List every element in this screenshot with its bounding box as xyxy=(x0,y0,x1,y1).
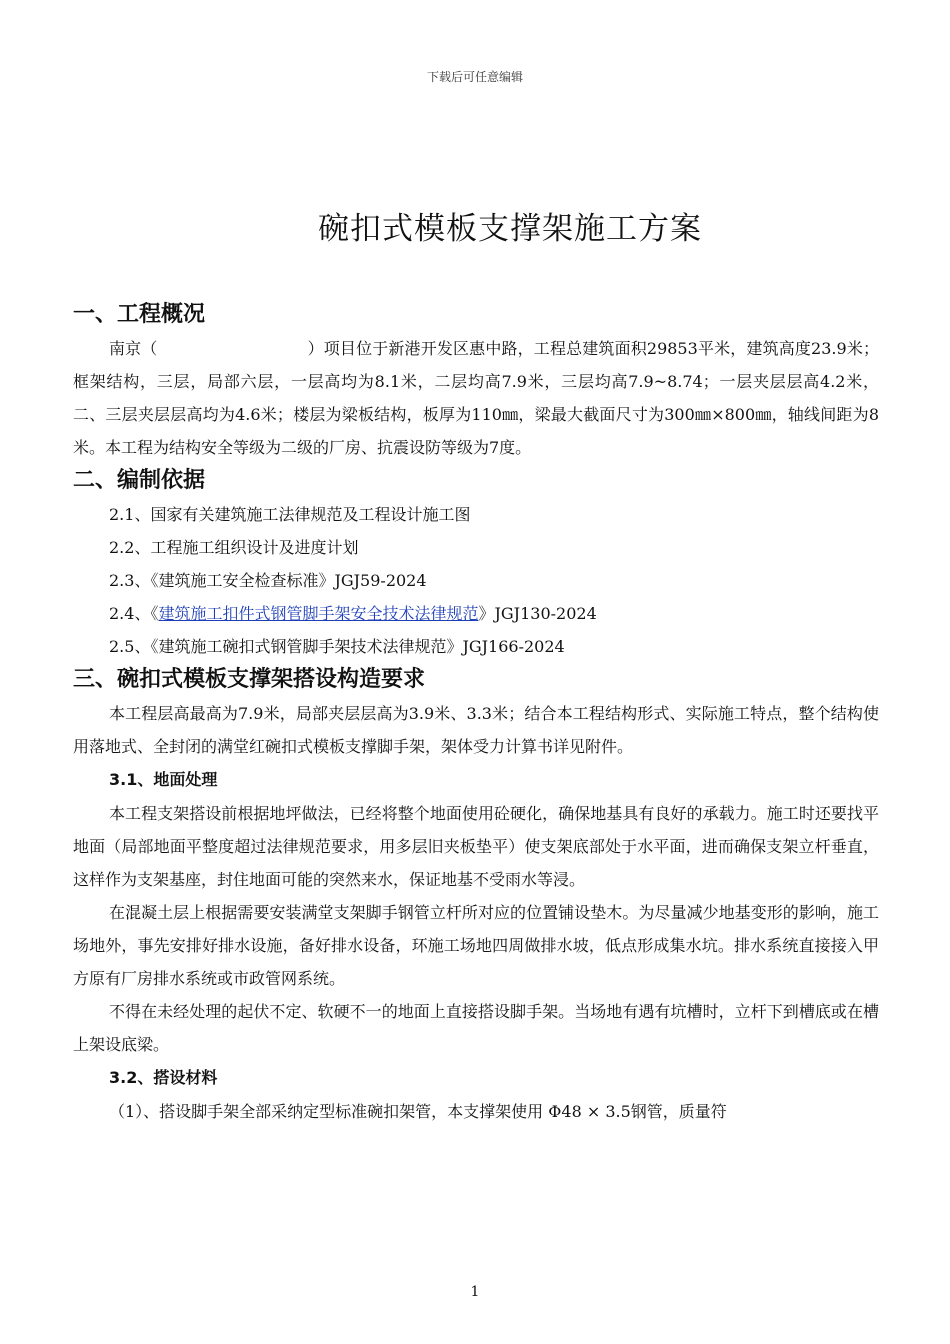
overview-paragraph xyxy=(73,332,879,464)
ground-paragraph-2: 在混凝土层上根据需要安装满堂支架脚手钢管立杆所对应的位置铺设垫木。为尽量减少地基变形的影响，施工场地外，事先安排好排水设施，备好排水设备，环施工场地四周做排水坡，低点形成集水坑。排水系统直接接入甲方原有厂房排水系统或市政管网系统。 xyxy=(73,903,879,988)
section-heading-requirements: 三、碗扣式模板支撑架搭设构造要求 xyxy=(73,667,426,692)
overview-text-b: ）项目位于新港开发区惠中路，工程总建筑面积29853平米，建筑高度23.9米；框架结构，三层，局部六层，一层高均为8.1米，二层均高7.9米，三层均高7.9~8.74；一层夹层层高4.2米，二、三层夹层层高均为4.6米；楼层为梁板结构，板厚为110㎜，梁最大截面尺寸为300㎜×800㎜，轴线间距为8米。本工程为结构安全等级为二级的厂房、抗震设防等级为7度。 xyxy=(73,339,879,457)
basis-item-3: 2.3、《建筑施工安全检查标准》JGJ59-2024 xyxy=(109,571,427,590)
basis-item-4-link[interactable]: 建筑施工扣件式钢管脚手架安全技术法律规范 xyxy=(158,604,479,623)
page-number: 1 xyxy=(470,1284,480,1300)
basis-item-1: 2.1、国家有关建筑施工法律规范及工程设计施工图 xyxy=(109,505,471,524)
document-body xyxy=(73,298,879,1128)
overview-text-a: 南京（ xyxy=(109,339,158,358)
section-heading-overview: 一、工程概况 xyxy=(73,302,206,327)
requirements-intro: 本工程层高最高为7.9米，局部夹层层高为3.9米、3.3米；结合本工程结构形式、实际施工特点，整个结构使用落地式、全封闭的满堂红碗扣式模板支撑脚手架，架体受力计算书详见附件。 xyxy=(73,704,879,756)
basis-item-4 xyxy=(73,597,879,630)
header-note: 下载后可任意编辑 xyxy=(426,70,523,84)
ground-paragraph-1: 本工程支架搭设前根据地坪做法，已经将整个地面使用砼硬化，确保地基具有良好的承载力。施工时还要找平地面（局部地面平整度超过法律规范要求，用多层旧夹板垫平）使支架底部处于水平面，进而确保支架立杆垂直，这样作为支架基座，封住地面可能的突然来水，保证地基不受雨水等浸。 xyxy=(73,804,879,889)
basis-item-2: 2.2、工程施工组织设计及进度计划 xyxy=(109,538,359,557)
section-heading-basis: 二、编制依据 xyxy=(73,468,206,493)
basis-item-4-prefix: 2.4、《 xyxy=(109,604,159,623)
subsection-heading-materials: 3.2、搭设材料 xyxy=(109,1068,218,1087)
ground-paragraph-3: 不得在未经处理的起伏不定、软硬不一的地面上直接搭设脚手架。当场地有遇有坑槽时，立杆下到槽底或在槽上架设底梁。 xyxy=(73,1002,879,1054)
basis-item-4-suffix: 》JGJ130-2024 xyxy=(478,604,597,623)
materials-paragraph: （1）、搭设脚手架全部采纳定型标准碗扣架管，本支撑架使用 Φ48 × 3.5钢管，质量符 xyxy=(109,1102,727,1121)
document-title: 碗扣式模板支撑架施工方案 xyxy=(318,210,702,247)
basis-item-5: 2.5、《建筑施工碗扣式钢管脚手架技术法律规范》JGJ166-2024 xyxy=(109,637,565,656)
subsection-heading-ground: 3.1、地面处理 xyxy=(109,770,218,789)
